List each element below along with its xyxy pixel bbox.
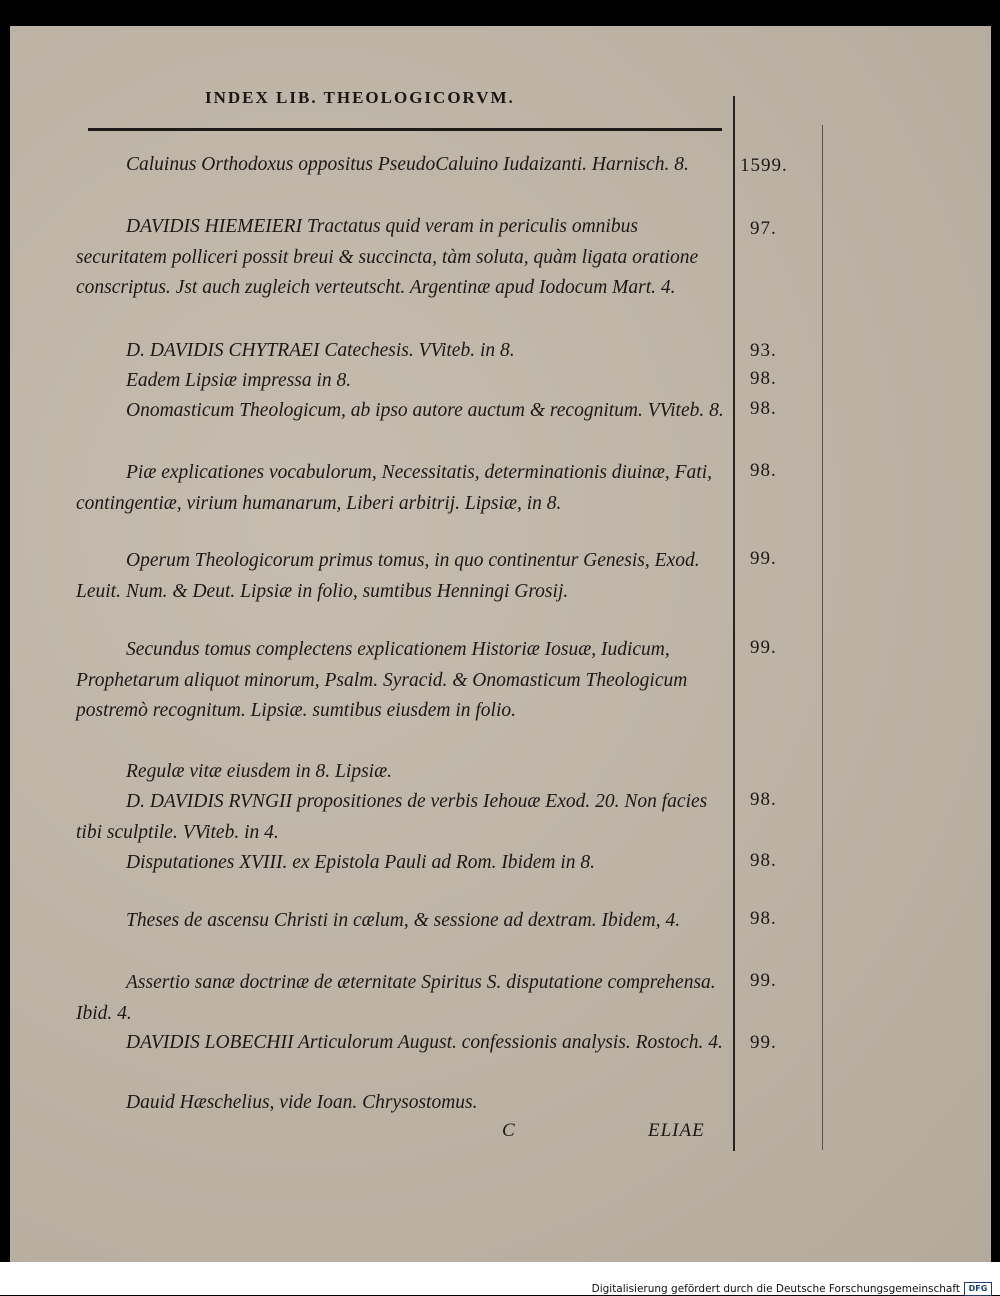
entry-year: 99. bbox=[750, 548, 777, 569]
entry-year: 98. bbox=[750, 460, 777, 481]
index-entry: Regulæ vitæ eiusdem in 8. Lipsiæ. bbox=[126, 761, 392, 782]
index-entry: Operum Theologicorum primus tomus, in quo continentur Genesis, Exod. Leuit. Num. & Deut. Lipsiæ in folio, sumtibus Henningi Grosij. bbox=[76, 550, 700, 602]
index-entry: Eadem Lipsiæ impressa in 8. bbox=[126, 370, 352, 391]
entry-year: 1599. bbox=[740, 155, 788, 176]
index-entry: Piæ explicationes vocabulorum, Necessitatis, determinationis diuinæ, Fati, contingentiæ, virium humanarum, Liberi arbitrij. Lipsiæ, in 8. bbox=[76, 462, 713, 514]
index-entry: DAVIDIS HIEMEIERI Tractatus quid veram in periculis omnibus securitatem polliceri possit breui & succincta, tàm soluta, quàm ligata oratione conscriptus. Jst auch zugleich verteutscht. Argentinæ apud Iodocum Mart. 4. bbox=[76, 216, 699, 298]
entry-year: 93. bbox=[750, 340, 777, 361]
entry-year: 99. bbox=[750, 1032, 777, 1053]
index-entry: Disputationes XVIII. ex Epistola Pauli ad Rom. Ibidem in 8. bbox=[126, 852, 596, 873]
entry-year: 99. bbox=[750, 970, 777, 991]
index-entry: D. DAVIDIS RVNGII propositiones de verbis Iehouæ Exod. 20. Non facies tibi sculptile. VViteb. in 4. bbox=[76, 791, 708, 843]
entry-year: 99. bbox=[750, 637, 777, 658]
entry-year: 98. bbox=[750, 850, 777, 871]
entry-year: 98. bbox=[750, 398, 777, 419]
column-divider bbox=[733, 96, 735, 1151]
index-entry: D. DAVIDIS CHYTRAEI Catechesis. VViteb. in 8. bbox=[126, 340, 515, 361]
index-entry: Onomasticum Theologicum, ab ipso autore auctum & recognitum. VViteb. 8. bbox=[126, 400, 724, 421]
entry-year: 98. bbox=[750, 368, 777, 389]
index-entry: Assertio sanæ doctrinæ de æternitate Spiritus S. disputatione comprehensa. Ibid. 4. bbox=[76, 972, 716, 1024]
index-entry: DAVIDIS LOBECHII Articulorum August. confessionis analysis. Rostoch. 4. bbox=[126, 1032, 723, 1053]
funding-credit: Digitalisierung gefördert durch die Deutsche Forschungsgemeinschaft bbox=[591, 1283, 960, 1295]
entry-year: 97. bbox=[750, 218, 777, 239]
header-rule bbox=[88, 128, 722, 131]
catchword: ELIAE bbox=[648, 1120, 705, 1141]
dfg-logo: DFG bbox=[964, 1282, 992, 1296]
running-header: INDEX LIB. THEOLOGICORVM. bbox=[205, 88, 515, 107]
entry-year: 98. bbox=[750, 789, 777, 810]
index-entry: Caluinus Orthodoxus oppositus PseudoCaluino Iudaizanti. Harnisch. 8. bbox=[126, 154, 689, 175]
index-entry: Secundus tomus complectens explicationem Historiæ Iosuæ, Iudicum, Prophetarum aliquot minorum, Psalm. Syracid. & Onomasticum Theologicum postremò recognitum. Lipsiæ. sumtibus eiusdem in folio. bbox=[76, 639, 688, 721]
right-margin-rule bbox=[822, 125, 823, 1150]
index-entry: Theses de ascensu Christi in cælum, & sessione ad dextram. Ibidem, 4. bbox=[126, 910, 681, 931]
index-entry: Dauid Hæschelius, vide Ioan. Chrysostomus. bbox=[126, 1092, 478, 1113]
signature-mark: C bbox=[502, 1120, 515, 1141]
entry-year: 98. bbox=[750, 908, 777, 929]
